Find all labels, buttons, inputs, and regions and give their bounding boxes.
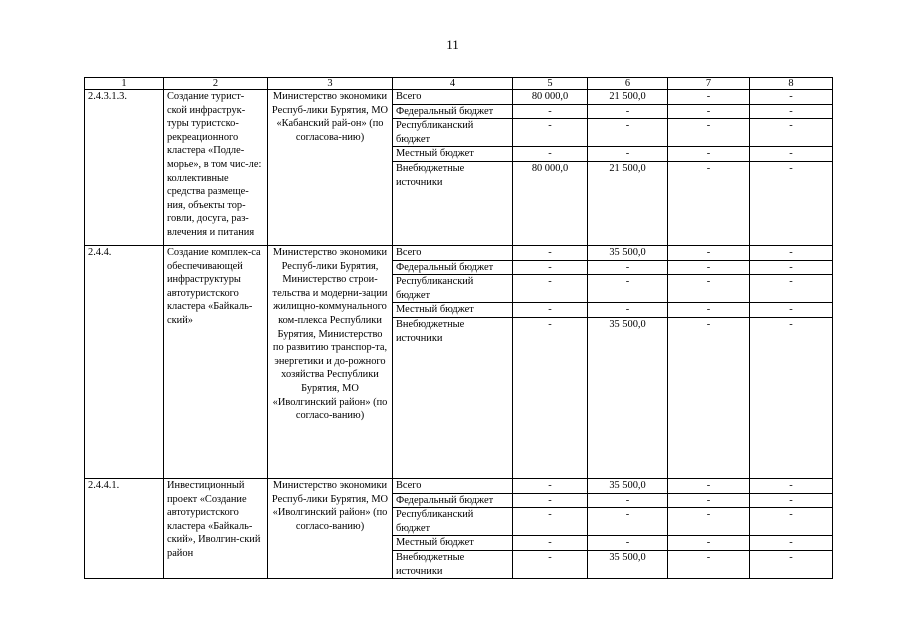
value-col7: -: [668, 536, 750, 551]
value-col7: -: [668, 90, 750, 105]
value-col6: 35 500,0: [588, 550, 668, 578]
value-col5: -: [513, 147, 588, 162]
value-col7: -: [668, 508, 750, 536]
value-col5: -: [513, 245, 588, 260]
funding-source: Федеральный бюджет: [393, 260, 513, 275]
value-col5: -: [513, 104, 588, 119]
value-col6: -: [588, 536, 668, 551]
measure-code: 2.4.3.1.3.: [85, 90, 164, 246]
funding-source: Всего: [393, 90, 513, 105]
table-row: [85, 245, 833, 260]
funding-source: Федеральный бюджет: [393, 493, 513, 508]
column-header: 5: [513, 78, 588, 90]
funding-source: Внебюджетные источники: [393, 161, 513, 245]
value-col8: -: [750, 119, 833, 147]
measure-code: 2.4.4.: [85, 245, 164, 478]
value-col5: -: [513, 478, 588, 493]
table-row: [85, 90, 833, 105]
value-col7: -: [668, 119, 750, 147]
value-col6: -: [588, 303, 668, 318]
value-col7: -: [668, 260, 750, 275]
value-col8: -: [750, 536, 833, 551]
value-col6: -: [588, 493, 668, 508]
value-col8: -: [750, 275, 833, 303]
value-col8: -: [750, 104, 833, 119]
column-header: 3: [268, 78, 393, 90]
value-col7: -: [668, 493, 750, 508]
funding-source: Местный бюджет: [393, 303, 513, 318]
funding-source: Всего: [393, 245, 513, 260]
value-col5: -: [513, 303, 588, 318]
funding-source: Внебюджетные источники: [393, 550, 513, 578]
column-header: 4: [393, 78, 513, 90]
value-col6: 35 500,0: [588, 478, 668, 493]
value-col8: -: [750, 317, 833, 478]
executor: Министерство экономики Респуб-лики Бурятия, Министерство строи-тельства и модерни-зации жилищно-коммунального ком-плекса Республики Бурятия, Министерство по развитию транспор-та, энергетики и до-рожного хозяйства Республики Бурятия, МО «Иволгинский район» (по согласо-ванию): [268, 245, 393, 478]
value-col6: -: [588, 260, 668, 275]
funding-source: Внебюджетные источники: [393, 317, 513, 478]
budget-table: [84, 77, 833, 579]
funding-source: Федеральный бюджет: [393, 104, 513, 119]
funding-source: Всего: [393, 478, 513, 493]
page-number: 11: [446, 37, 459, 52]
value-col6: -: [588, 104, 668, 119]
value-col7: -: [668, 478, 750, 493]
value-col7: -: [668, 147, 750, 162]
measure-name: Создание турист-ской инфраструк-туры туристско-рекреационного кластера «Подле-морье», в том чис-ле: коллективные средства размеще-ния, объекты тор-говли, досуга, раз-влечения и питания: [164, 90, 268, 246]
value-col6: 35 500,0: [588, 317, 668, 478]
value-col5: -: [513, 317, 588, 478]
measure-name: Создание комплек-са обеспечивающей инфраструктуры автотуристского кластера «Байкаль-ский»: [164, 245, 268, 478]
value-col5: 80 000,0: [513, 90, 588, 105]
value-col6: -: [588, 119, 668, 147]
value-col6: 21 500,0: [588, 161, 668, 245]
column-header: 7: [668, 78, 750, 90]
value-col6: -: [588, 508, 668, 536]
funding-source: Местный бюджет: [393, 536, 513, 551]
value-col5: -: [513, 550, 588, 578]
funding-source: Республиканский бюджет: [393, 275, 513, 303]
value-col5: -: [513, 119, 588, 147]
value-col5: -: [513, 260, 588, 275]
funding-source: Республиканский бюджет: [393, 508, 513, 536]
executor: Министерство экономики Респуб-лики Бурятия, МО «Кабанский рай-он» (по согласова-нию): [268, 90, 393, 246]
value-col8: -: [750, 303, 833, 318]
column-header: 8: [750, 78, 833, 90]
value-col7: -: [668, 317, 750, 478]
value-col5: 80 000,0: [513, 161, 588, 245]
value-col6: 21 500,0: [588, 90, 668, 105]
value-col7: -: [668, 303, 750, 318]
column-header: 6: [588, 78, 668, 90]
value-col7: -: [668, 550, 750, 578]
column-number-row: [85, 78, 833, 90]
value-col8: -: [750, 478, 833, 493]
column-header: 2: [164, 78, 268, 90]
funding-source: Республиканский бюджет: [393, 119, 513, 147]
value-col7: -: [668, 161, 750, 245]
column-header: 1: [85, 78, 164, 90]
measure-name: Инвестиционный проект «Создание автотуристского кластера «Байкаль-ский», Иволгин-ский район: [164, 478, 268, 578]
value-col7: -: [668, 104, 750, 119]
value-col7: -: [668, 245, 750, 260]
funding-source: Местный бюджет: [393, 147, 513, 162]
measure-code: 2.4.4.1.: [85, 478, 164, 578]
value-col8: -: [750, 493, 833, 508]
value-col5: -: [513, 508, 588, 536]
value-col8: -: [750, 508, 833, 536]
value-col6: -: [588, 275, 668, 303]
value-col8: -: [750, 147, 833, 162]
value-col8: -: [750, 90, 833, 105]
executor: Министерство экономики Респуб-лики Бурятия, МО «Иволгинский район» (по согласо-ванию): [268, 478, 393, 578]
table-row: [85, 478, 833, 493]
value-col5: -: [513, 536, 588, 551]
value-col5: -: [513, 493, 588, 508]
value-col8: -: [750, 550, 833, 578]
value-col8: -: [750, 161, 833, 245]
value-col5: -: [513, 275, 588, 303]
value-col8: -: [750, 260, 833, 275]
value-col6: 35 500,0: [588, 245, 668, 260]
value-col8: -: [750, 245, 833, 260]
value-col7: -: [668, 275, 750, 303]
value-col6: -: [588, 147, 668, 162]
